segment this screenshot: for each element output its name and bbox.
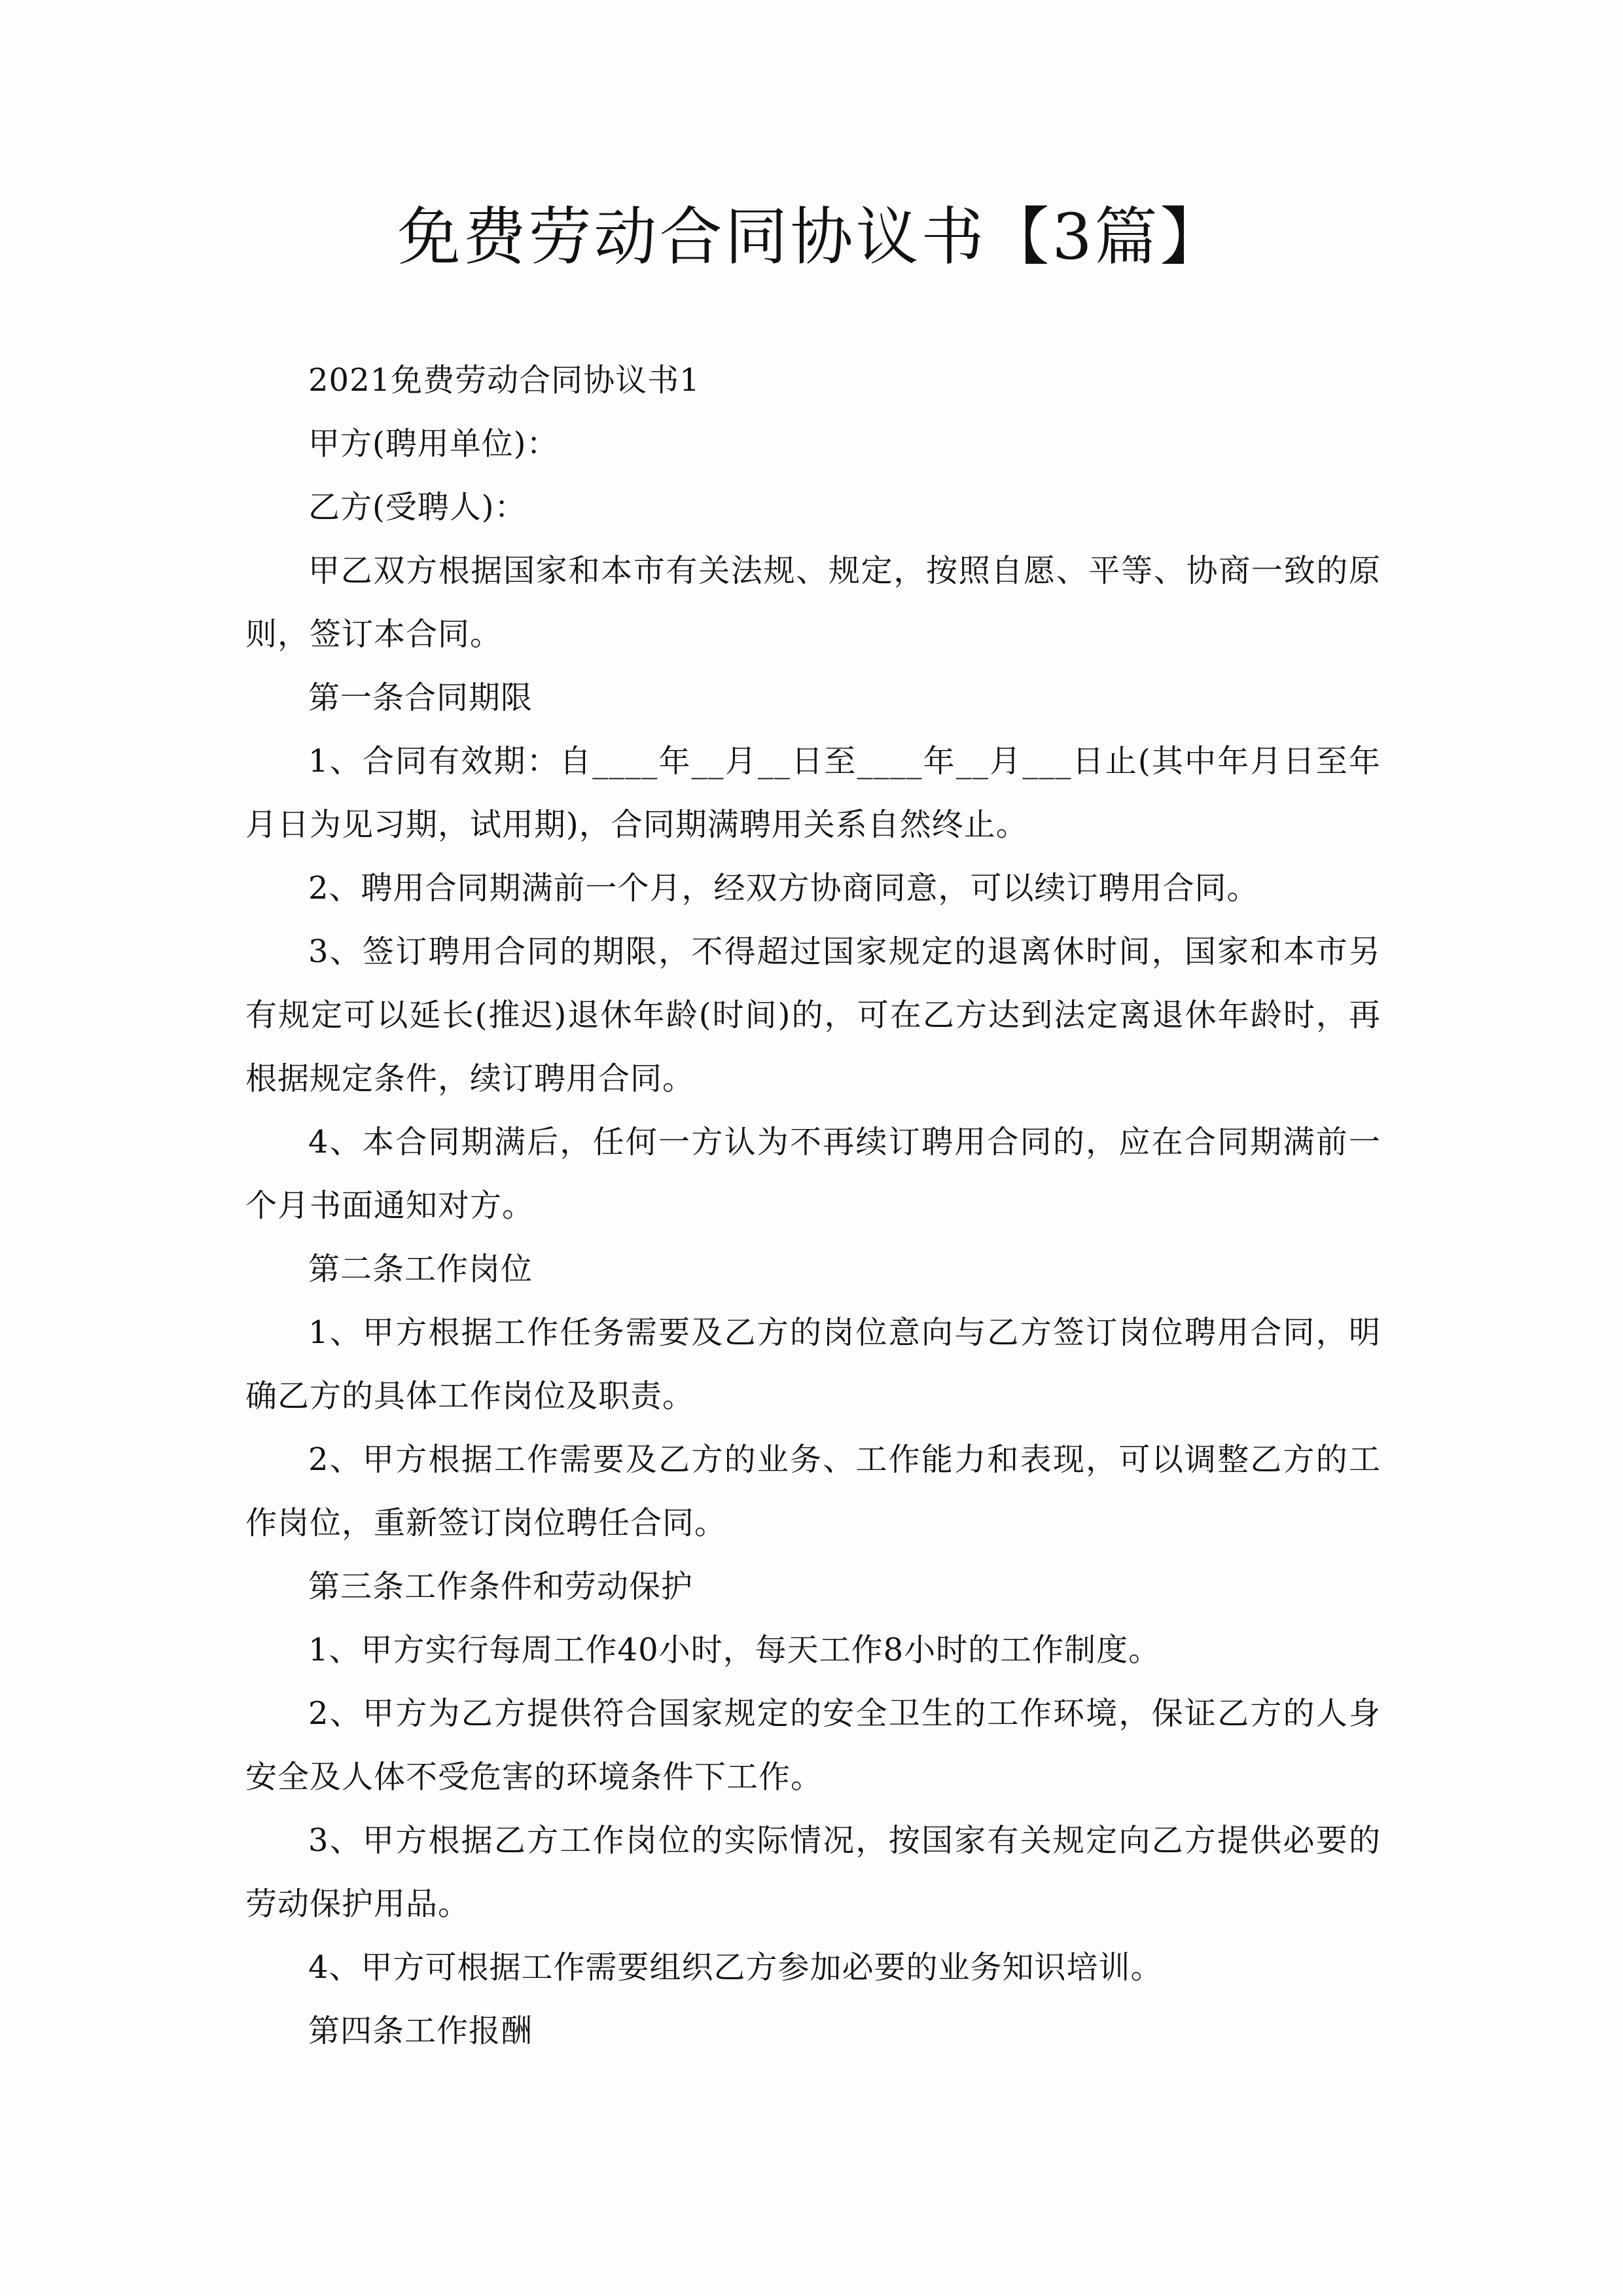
document-body <box>245 349 1381 2063</box>
article-2-clause-1: 1、甲方根据工作任务需要及乙方的岗位意向与乙方签订岗位聘用合同，明确乙方的具体工作岗位及职责。 <box>245 1314 1381 1414</box>
article-1-clause-2: 2、聘用合同期满前一个月，经双方协商同意，可以续订聘用合同。 <box>308 870 1259 906</box>
preamble-paragraph: 甲乙双方根据国家和本市有关法规、规定，按照自愿、平等、协商一致的原则，签订本合同。 <box>245 552 1381 653</box>
article-3-clause-1: 1、甲方实行每周工作40小时，每天工作8小时的工作制度。 <box>308 1632 1161 1668</box>
document-title: 免费劳动合同协议书【3篇】 <box>397 200 1226 274</box>
article-2-clause-2: 2、甲方根据工作需要及乙方的业务、工作能力和表现，可以调整乙方的工作岗位，重新签订岗位聘任合同。 <box>245 1441 1381 1541</box>
article-3-heading: 第三条工作条件和劳动保护 <box>308 1568 694 1605</box>
article-1-heading: 第一条合同期限 <box>308 679 533 716</box>
party-b-label: 乙方(受聘人)： <box>308 489 527 526</box>
article-1-clause-1: 1、合同有效期：自____年__月__日至____年__月___日止(其中年月日至年月日为见习期，试用期)，合同期满聘用关系自然终止。 <box>245 743 1381 843</box>
article-3-clause-4: 4、甲方可根据工作需要组织乙方参加必要的业务知识培训。 <box>308 1949 1163 1986</box>
article-3-clause-3: 3、甲方根据乙方工作岗位的实际情况，按国家有关规定向乙方提供必要的劳动保护用品。 <box>245 1822 1381 1922</box>
article-3-clause-2: 2、甲方为乙方提供符合国家规定的安全卫生的工作环境，保证乙方的人身安全及人体不受危害的环境条件下工作。 <box>245 1695 1381 1795</box>
article-1-clause-3: 3、签订聘用合同的期限，不得超过国家规定的退离休时间，国家和本市另有规定可以延长(推迟)退休年龄(时间)的，可在乙方达到法定离退休年龄时，再根据规定条件，续订聘用合同。 <box>245 933 1381 1097</box>
article-4-heading: 第四条工作报酬 <box>308 2013 533 2049</box>
section-heading-contract-1: 2021免费劳动合同协议书1 <box>308 362 700 399</box>
article-1-clause-4: 4、本合同期满后，任何一方认为不再续订聘用合同的，应在合同期满前一个月书面通知对方。 <box>245 1124 1381 1224</box>
party-a-label: 甲方(聘用单位)： <box>308 425 559 462</box>
article-2-heading: 第二条工作岗位 <box>308 1251 533 1287</box>
